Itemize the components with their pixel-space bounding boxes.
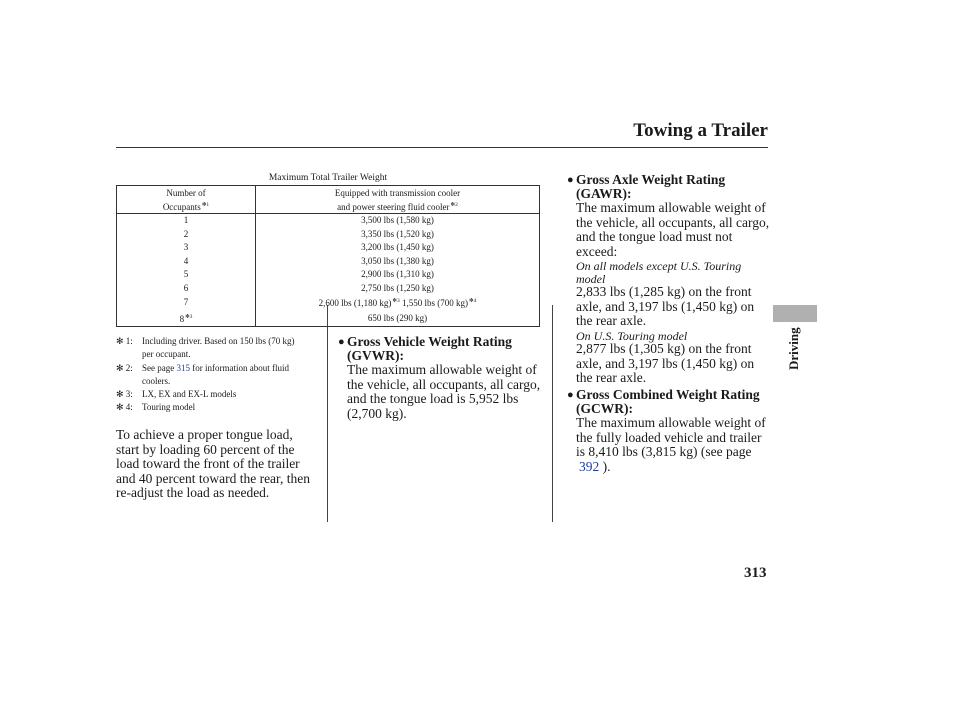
heading-line: (GCWR):	[576, 401, 633, 416]
bullet-icon: ●	[567, 389, 574, 401]
footnote-mark: ✻3	[392, 298, 400, 304]
paragraph-line: axle, and 3,197 lbs (1,450 kg) on	[576, 298, 755, 314]
footnote-text: LX, EX and EX-L models	[142, 389, 237, 400]
cell-weight: 3,050 lbs (1,380 kg)	[256, 255, 540, 269]
cell-weight: 2,750 lbs (1,250 kg)	[256, 282, 540, 296]
gawr-subheading-except-touring	[576, 260, 776, 285]
paragraph-line: the fully loaded vehicle and trailer	[576, 429, 762, 445]
paragraph-line: 2,833 lbs (1,285 kg) on the front	[576, 284, 752, 299]
bullet-icon: ●	[567, 174, 574, 186]
table-row	[117, 311, 540, 327]
paragraph-line: The maximum allowable weight of	[576, 200, 766, 215]
footnote-label: ✻ 2:	[116, 362, 133, 373]
cell-weight: 3,200 lbs (1,450 kg)	[256, 241, 540, 255]
gcwr-text	[576, 416, 776, 474]
weight-touring: 1,550 lbs (700 kg)	[402, 298, 468, 308]
gawr-heading	[567, 172, 776, 201]
paragraph-line: axle, and 3,197 lbs (1,450 kg) on	[576, 355, 755, 371]
paragraph-line: To achieve a proper tongue load,	[116, 427, 293, 442]
section-label: Driving	[786, 327, 801, 370]
gawr-text-touring	[576, 342, 776, 386]
occupants-value: 8	[179, 313, 185, 324]
column-divider-right	[552, 305, 553, 522]
header-weight-line1: Equipped with transmission cooler	[334, 188, 461, 198]
cell-occupants: 2	[117, 228, 256, 242]
table-row	[117, 255, 540, 269]
cell-occupants: 1	[117, 214, 256, 228]
footnote-3	[116, 388, 332, 401]
paragraph-end: ).	[599, 458, 611, 474]
gawr-section	[567, 172, 776, 386]
header-occupants-line2: Occupants	[162, 202, 201, 212]
paragraph-line: the vehicle, all occupants, all cargo,	[576, 214, 770, 230]
gawr-text-except-touring	[576, 285, 776, 329]
page-title: Towing a Trailer	[633, 120, 768, 141]
cell-occupants: 6	[117, 282, 256, 296]
page-link-315[interactable]: 315	[176, 362, 190, 373]
table-row	[117, 268, 540, 282]
footnote-line: coolers.	[142, 375, 171, 386]
paragraph-line: (2,700 kg).	[347, 405, 407, 421]
paragraph-line: is 8,410 lbs (3,815 kg) (see page	[576, 444, 752, 459]
table-row	[117, 295, 540, 311]
cell-occupants: 7	[117, 295, 256, 311]
cell-weight	[256, 295, 540, 311]
table-row	[117, 282, 540, 296]
paragraph-line: re-adjust the load as needed.	[116, 485, 270, 500]
footnote-mark: ✻3	[185, 313, 193, 320]
cell-weight: 650 lbs (290 kg)	[256, 311, 540, 327]
table-row	[117, 214, 540, 228]
gvwr-heading	[338, 334, 547, 363]
gawr-text	[576, 201, 776, 259]
footnote-text	[142, 335, 332, 362]
heading-line: Gross Vehicle Weight Rating	[347, 334, 512, 349]
paragraph-line: start by loading 60 percent of the	[116, 441, 295, 457]
section-tab-marker	[773, 305, 817, 322]
cell-occupants	[117, 311, 256, 327]
table-row	[117, 228, 540, 242]
paragraph-line: the rear axle.	[576, 313, 647, 328]
cell-occupants: 4	[117, 255, 256, 269]
paragraph-line: load toward the front of the trailer	[116, 456, 300, 471]
trailer-weight-table	[116, 185, 540, 327]
footnote-line: See page	[142, 362, 177, 373]
table-row	[117, 241, 540, 255]
header-occupants-line1: Number of	[166, 188, 206, 198]
bullet-icon: ●	[338, 336, 345, 348]
paragraph-line: and the tongue load must not	[576, 229, 733, 244]
gvwr-text	[347, 363, 547, 421]
header-weight-line2: and power steering fluid cooler	[337, 202, 450, 212]
footnote-label: ✻ 1:	[116, 336, 133, 346]
paragraph-line: and the tongue load is 5,952 lbs	[347, 391, 519, 406]
footnote-label: ✻ 4:	[116, 402, 133, 413]
heading-line: (GAWR):	[576, 186, 632, 201]
footnote-label: ✻ 3:	[116, 389, 133, 400]
paragraph-line: the vehicle, all occupants, all cargo,	[347, 376, 541, 392]
header-occupants	[117, 186, 256, 214]
footnote-line: Including driver. Based on 150 lbs (70 kg)	[142, 336, 295, 346]
page-link-392[interactable]: 392	[579, 458, 600, 474]
paragraph-line	[576, 460, 776, 475]
subheading-line: model	[576, 271, 606, 286]
paragraph-line: 2,877 lbs (1,305 kg) on the front	[576, 341, 752, 356]
paragraph-line: the rear axle.	[576, 370, 647, 385]
footnote-text: Touring model	[142, 402, 196, 413]
paragraph-line: exceed:	[576, 243, 618, 259]
cell-weight: 3,350 lbs (1,520 kg)	[256, 228, 540, 242]
title-divider	[116, 147, 768, 148]
gcwr-heading	[567, 387, 776, 416]
footnotes	[116, 335, 332, 415]
footnote-2	[116, 362, 332, 389]
footnote-1	[116, 335, 332, 362]
cell-weight: 3,500 lbs (1,580 kg)	[256, 214, 540, 228]
heading-line: Gross Combined Weight Rating	[576, 387, 760, 402]
gvwr-section	[338, 334, 547, 421]
paragraph-line: and 40 percent toward the rear, then	[116, 470, 310, 486]
footnote-line: per occupant.	[142, 349, 191, 360]
subheading-line: On all models except U.S. Touring	[576, 259, 742, 273]
footnote-mark: ✻4	[469, 298, 477, 304]
cell-weight: 2,900 lbs (1,310 kg)	[256, 268, 540, 282]
table-header-row	[117, 186, 540, 214]
heading-line: (GVWR):	[347, 348, 404, 363]
footnote-mark: ✻1	[201, 202, 210, 208]
heading-line: Gross Axle Weight Rating	[576, 172, 726, 187]
header-weight	[256, 186, 540, 214]
footnote-line: for information about fluid	[189, 362, 289, 373]
weight-lx-ex: 2,600 lbs (1,180 kg)	[318, 298, 392, 308]
gcwr-section	[567, 387, 776, 474]
footnote-text	[142, 362, 332, 389]
footnote-mark: ✻2	[450, 202, 458, 208]
table-title: Maximum Total Trailer Weight	[268, 173, 388, 183]
paragraph-line: The maximum allowable weight of	[576, 415, 766, 430]
footnote-4	[116, 401, 332, 414]
page-number: 313	[744, 565, 767, 581]
gawr-subheading-touring: On U.S. Touring model	[576, 328, 688, 343]
cell-occupants: 5	[117, 268, 256, 282]
tongue-load-paragraph	[116, 428, 310, 501]
paragraph-line: The maximum allowable weight of	[347, 362, 537, 377]
cell-occupants: 3	[117, 241, 256, 255]
